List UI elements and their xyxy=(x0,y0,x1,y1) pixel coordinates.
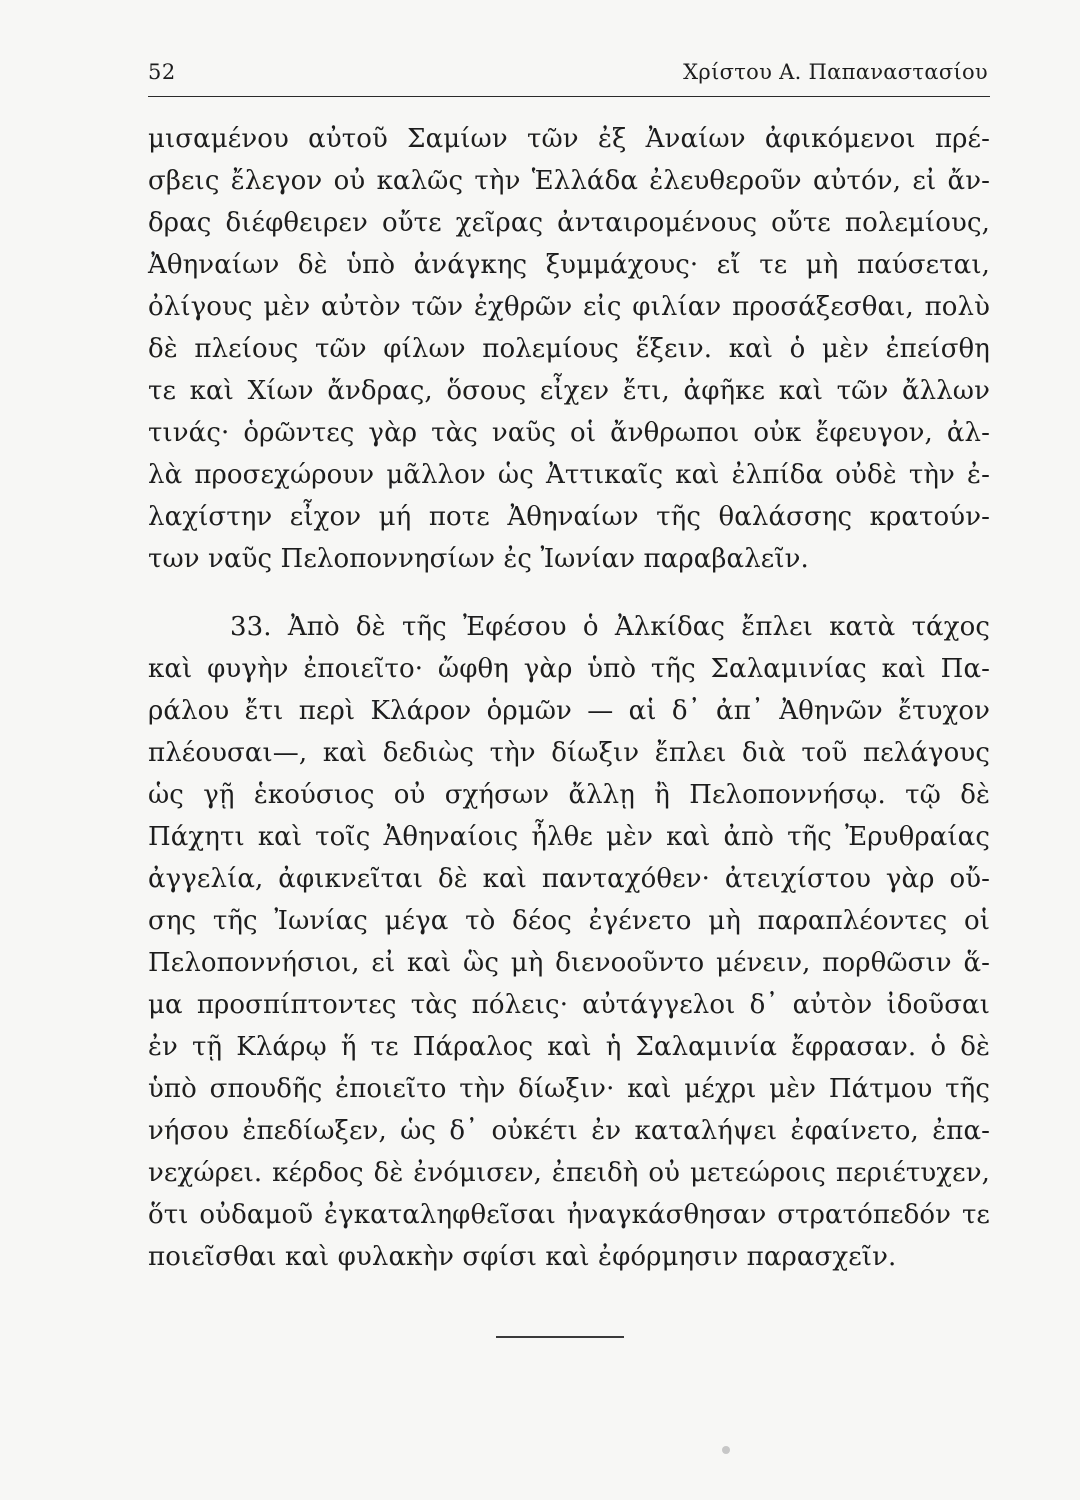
text-line: σβεις ἔλεγον οὐ καλῶς τὴν Ἑλλάδα ἐλευθεροῦν αὐτόν, εἰ ἄν- xyxy=(148,166,990,196)
text-line: ἀγγελία, ἀφικνεῖται δὲ καὶ πανταχόθεν· ἀτειχίστου γὰρ οὔ- xyxy=(148,864,990,894)
header-rule xyxy=(148,96,990,97)
section-end-rule xyxy=(496,1336,624,1338)
text-line: 33. Ἀπὸ δὲ τῆς Ἐφέσου ὁ Ἀλκίδας ἔπλει κατὰ τάχος xyxy=(230,612,990,642)
text-line: νεχώρει. κέρδος δὲ ἐνόμισεν, ἐπειδὴ οὐ μετεώροις περιέτυχεν, xyxy=(148,1158,990,1188)
text-line: λαχίστην εἶχον μή ποτε Ἀθηναίων τῆς θαλάσσης κρατούν- xyxy=(148,502,990,532)
page-number: 52 xyxy=(148,60,176,84)
text-line: Πελοποννήσιοι, εἰ καὶ ὣς μὴ διενοοῦντο μένειν, πορθῶσιν ἅ- xyxy=(148,948,990,978)
paper-speck xyxy=(722,1446,730,1454)
text-line: καὶ φυγὴν ἐποιεῖτο· ὤφθη γὰρ ὑπὸ τῆς Σαλαμινίας καὶ Πα- xyxy=(148,654,990,684)
text-line: ἐν τῇ Κλάρῳ ἥ τε Πάραλος καὶ ἡ Σαλαμινία ἔφρασαν. ὁ δὲ xyxy=(148,1032,990,1062)
text-line: πλέουσαι—, καὶ δεδιὼς τὴν δίωξιν ἔπλει διὰ τοῦ πελάγους xyxy=(148,738,990,768)
text-line: ὀλίγους μὲν αὐτὸν τῶν ἐχθρῶν εἰς φιλίαν προσάξεσθαι, πολὺ xyxy=(148,292,990,322)
text-line: ὑπὸ σπουδῆς ἐποιεῖτο τὴν δίωξιν· καὶ μέχρι μὲν Πάτμου τῆς xyxy=(148,1074,990,1104)
text-line: δὲ πλείους τῶν φίλων πολεμίους ἕξειν. καὶ ὁ μὲν ἐπείσθη xyxy=(148,334,990,364)
text-line: ράλου ἔτι περὶ Κλάρον ὁρμῶν — αἱ δ᾿ ἀπ᾿ Ἀθηνῶν ἔτυχον xyxy=(148,696,990,726)
text-line: νήσου ἐπεδίωξεν, ὡς δ᾿ οὐκέτι ἐν καταλήψει ἐφαίνετο, ἐπα- xyxy=(148,1116,990,1146)
text-line: λὰ προσεχώρουν μᾶλλον ὡς Ἀττικαῖς καὶ ἐλπίδα οὐδὲ τὴν ἐ- xyxy=(148,460,990,490)
text-line: τε καὶ Χίων ἄνδρας, ὅσους εἶχεν ἔτι, ἀφῆκε καὶ τῶν ἄλλων xyxy=(148,376,990,406)
text-line: Πάχητι καὶ τοῖς Ἀθηναίοις ἦλθε μὲν καὶ ἀπὸ τῆς Ἐρυθραίας xyxy=(148,822,990,852)
text-line: ποιεῖσθαι καὶ φυλακὴν σφίσι καὶ ἐφόρμησιν παρασχεῖν. xyxy=(148,1242,897,1272)
text-line: των ναῦς Πελοποννησίων ἐς Ἰωνίαν παραβαλεῖν. xyxy=(148,544,809,574)
text-line: μισαμένου αὐτοῦ Σαμίων τῶν ἐξ Ἀναίων ἀφικόμενοι πρέ- xyxy=(148,124,990,154)
text-line: τινάς· ὁρῶντες γὰρ τὰς ναῦς οἱ ἄνθρωποι οὐκ ἔφευγον, ἀλ- xyxy=(148,418,990,448)
paragraph-2 xyxy=(148,606,990,1278)
text-line: σης τῆς Ἰωνίας μέγα τὸ δέος ἐγένετο μὴ παραπλέοντες οἱ xyxy=(148,906,990,936)
text-line: δρας διέφθειρεν οὔτε χεῖρας ἀνταιρομένους οὔτε πολεμίους, xyxy=(148,208,990,238)
text-line: ὅτι οὐδαμοῦ ἐγκαταληφθεῖσαι ἠναγκάσθησαν στρατόπεδόν τε xyxy=(148,1200,990,1230)
body-text xyxy=(148,118,990,1278)
paragraph-1 xyxy=(148,118,990,580)
running-head: Χρίστου Α. Παπαναστασίου xyxy=(683,60,988,84)
text-line: Ἀθηναίων δὲ ὑπὸ ἀνάγκης ξυμμάχους· εἴ τε μὴ παύσεται, xyxy=(148,250,990,280)
text-line: ὡς γῇ ἑκούσιος οὐ σχήσων ἄλλῃ ἢ Πελοποννήσῳ. τῷ δὲ xyxy=(148,780,990,810)
paragraph-gap xyxy=(148,580,990,606)
text-line: μα προσπίπτοντες τὰς πόλεις· αὐτάγγελοι δ᾿ αὐτὸν ἰδοῦσαι xyxy=(148,990,990,1020)
page-header xyxy=(148,56,988,96)
